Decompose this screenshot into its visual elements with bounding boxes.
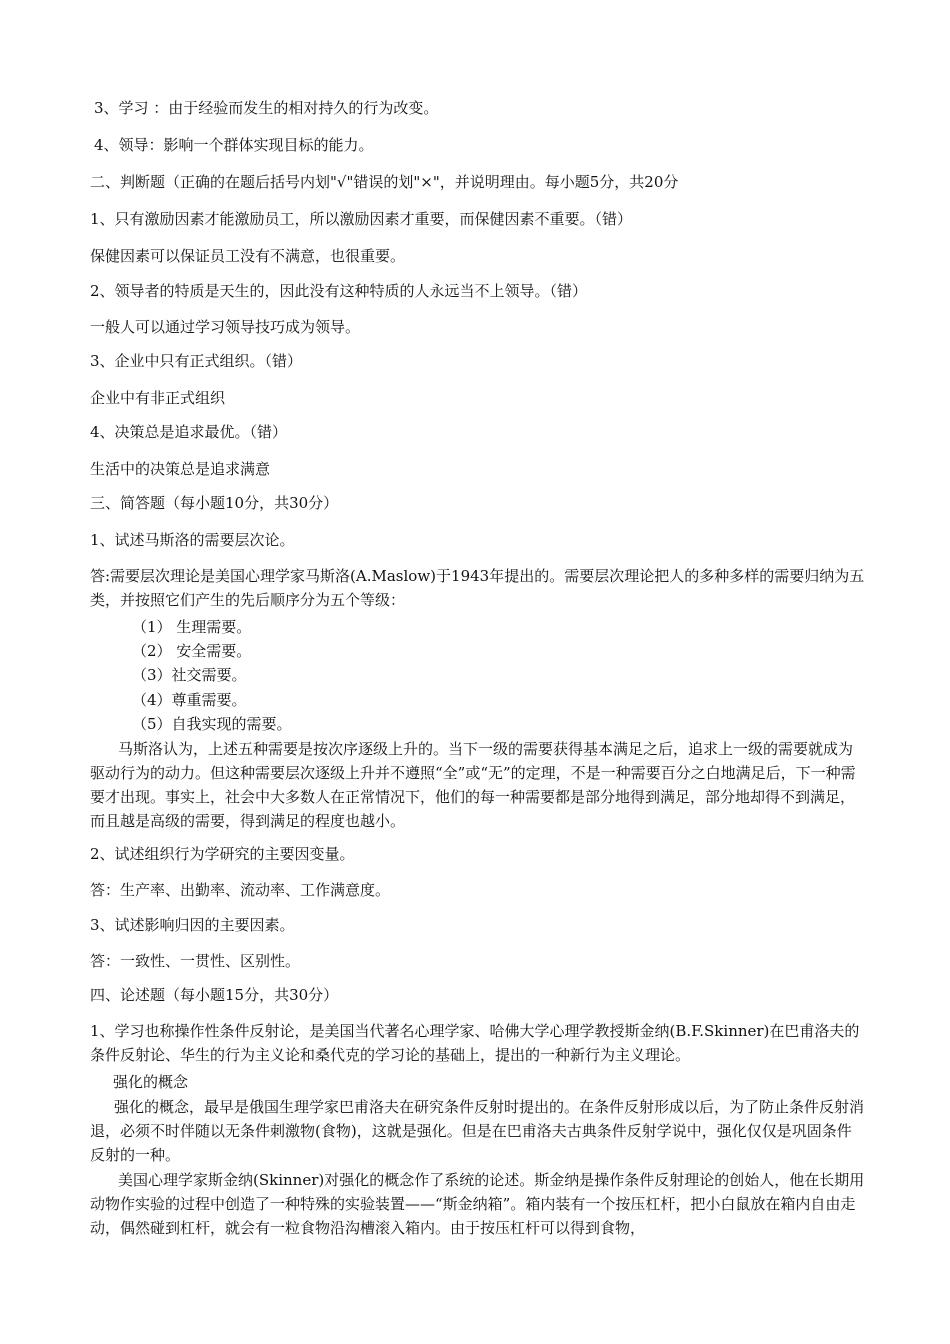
definition-learning: 3、学习 ：由于经验而发生的相对持久的行为改变。 — [94, 99, 439, 117]
definition-leadership: 4、领导：影响一个群体实现目标的能力。 — [94, 136, 374, 154]
need-item-3: （3）社交需要。 — [132, 666, 247, 684]
section-4-title: 四、论述题（每小题15分，共30分） — [90, 986, 339, 1004]
need-item-1: （1） 生理需要。 — [132, 618, 252, 636]
judgement-3-reason: 企业中有非正式组织 — [90, 389, 226, 407]
answer-3: 答：一致性、一贯性、区别性。 — [90, 952, 301, 970]
essay-1-paragraph-1: 强化的概念，最早是俄国生理学家巴甫洛夫在研究条件反射时提出的。在条件反射形成以后，为了防止条件反射消退，必须不时伴随以无条件刺激物(食物)，这就是强化。但是在巴甫洛夫古典条件反射学说中，强化仅仅是巩固条件反射的一种。 — [90, 1098, 865, 1164]
need-item-2: （2） 安全需要。 — [132, 642, 252, 660]
answer-1: 答:需要层次理论是美国心理学家马斯洛(A.Maslow)于1943年提出的。需要层次理论把人的多种多样的需要归纳为五类，并按照它们产生的先后顺序分为五个等级： — [90, 567, 865, 609]
need-item-4: （4）尊重需要。 — [132, 691, 247, 709]
judgement-1-reason: 保健因素可以保证员工没有不满意，也很重要。 — [90, 247, 406, 265]
answer-1-continued: 马斯洛认为，上述五种需要是按次序逐级上升的。当下一级的需要获得基本满足之后，追求上一级的需要就成为驱动行为的动力。但这种需要层次逐级上升并不遵照“全”或“无”的定理，不是一种需要百分之白地满足后，下一种需要才出现。事实上，社会中大多数人在正常情况下，他们的每一种需要都是部分地得到满足，部分地却得不到满足，而且越是高级的需要，得到满足的程度也越小。 — [90, 740, 856, 830]
essay-1-intro: 1、学习也称操作性条件反射论，是美国当代著名心理学家、哈佛大学心理学教授斯金纳(B.F.Skinner)在巴甫洛夫的条件反射论、华生的行为主义论和桑代克的学习论的基础上，提出的一种新行为主义理论。 — [90, 1022, 860, 1064]
section-2-title: 二、判断题（正确的在题后括号内划"√"错误的划"×"，并说明理由。每小题5分，共20分 — [90, 173, 679, 191]
essay-1-paragraph-2: 美国心理学家斯金纳(Skinner)对强化的概念作了系统的论述。斯金纳是操作条件反射理论的创始人，他在长期用动物作实验的过程中创造了一种特殊的实验装置——“斯金纳箱”。箱内装有一个按压杠杆，把小白鼠放在箱内自由走动，偶然碰到杠杆，就会有一粒食物沿沟槽滚入箱内。由于按压杠杆可以得到食物， — [90, 1171, 865, 1237]
need-item-5: （5）自我实现的需要。 — [132, 715, 292, 733]
answer-2: 答：生产率、出勤率、流动率、工作满意度。 — [90, 881, 391, 899]
judgement-4-reason: 生活中的决策总是追求满意 — [90, 460, 271, 478]
essay-1-subheading: 强化的概念 — [113, 1073, 189, 1091]
judgement-1: 1、只有激励因素才能激励员工，所以激励因素才重要，而保健因素不重要。（错） — [90, 210, 633, 228]
question-1: 1、试述马斯洛的需要层次论。 — [90, 531, 295, 549]
section-3-title: 三、简答题（每小题10分，共30分） — [90, 494, 339, 512]
question-2: 2、试述组织行为学研究的主要因变量。 — [90, 845, 355, 863]
judgement-2-reason: 一般人可以通过学习领导技巧成为领导。 — [90, 318, 361, 336]
question-3: 3、试述影响归因的主要因素。 — [90, 916, 295, 934]
judgement-2: 2、领导者的特质是天生的，因此没有这种特质的人永远当不上领导。（错） — [90, 282, 588, 300]
judgement-4: 4、决策总是追求最优。（错） — [90, 423, 288, 441]
judgement-3: 3、企业中只有正式组织。（错） — [90, 352, 303, 370]
